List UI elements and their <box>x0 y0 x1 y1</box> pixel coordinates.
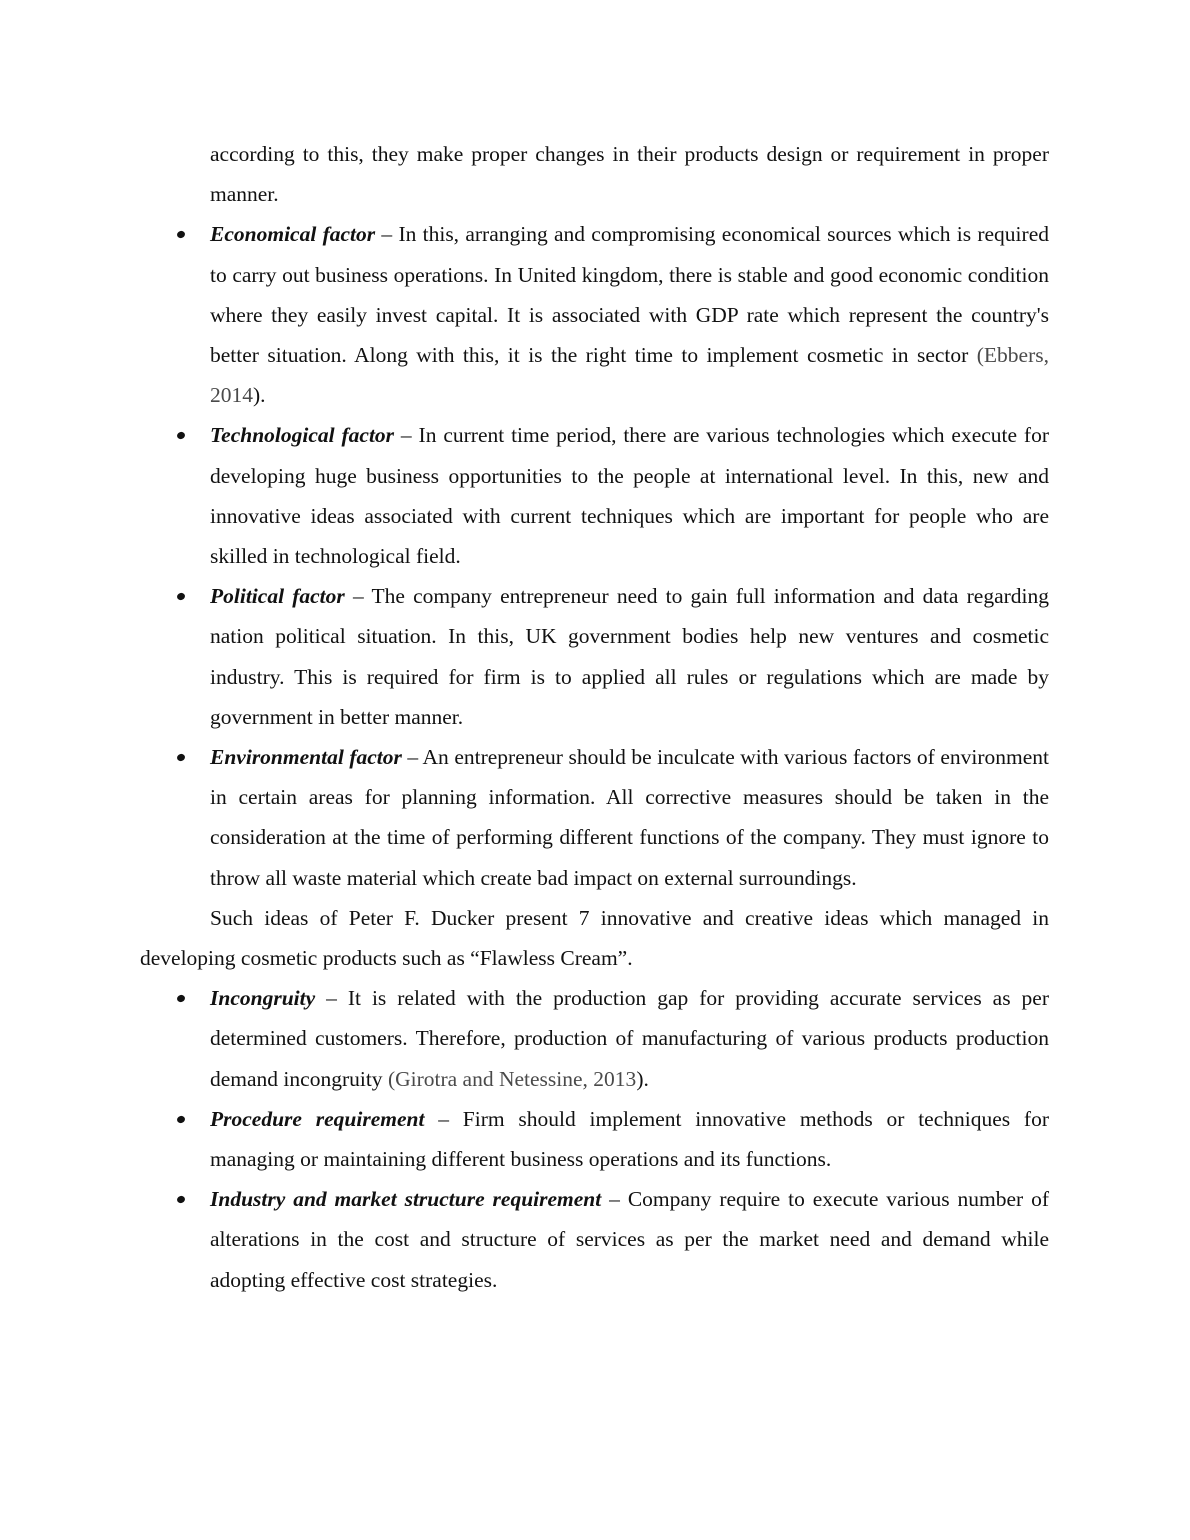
citation: (Ebbers, 2014 <box>210 343 1049 408</box>
term-label: Political factor <box>210 584 345 609</box>
item-text: It is related with the production gap for providing accurate services as per determined customers. Therefore, production of manufacturing of various products production demand incongruity <box>210 986 1050 1091</box>
citation-tail: ). <box>253 383 266 408</box>
document-body <box>140 134 1049 1300</box>
term-label: Environmental factor <box>210 745 402 770</box>
term-dash: – <box>401 745 423 770</box>
citation: (Girotra and Netessine, 2013 <box>387 1066 637 1091</box>
pest-factor-list <box>140 214 1049 897</box>
list-item-industry-market-structure <box>140 1179 1049 1300</box>
term-label: Incongruity <box>210 986 316 1011</box>
list-item-incongruity <box>140 978 1049 1099</box>
bullet-icon <box>176 1195 186 1204</box>
item-text: An entrepreneur should be inculcate with various factors of environment in certain areas for planning information. All corrective measures should be taken in the consideration at the time of performing different functions of the company. They must ignore to throw all waste material which create bad impact on external surroundings. <box>210 745 1049 890</box>
bullet-icon <box>176 753 186 762</box>
term-label: Procedure requirement <box>210 1106 425 1131</box>
bullet-icon <box>176 1115 186 1124</box>
item-text: The company entrepreneur need to gain full information and data regarding nation political situation. In this, UK government bodies help new ventures and cosmetic industry. This is required for firm is to applied all rules or regulations which are made by government in better manner. <box>210 584 1049 729</box>
bullet-icon <box>176 994 186 1003</box>
opening-continuation-paragraph: according to this, they make proper changes in their products design or requirement in proper manner. <box>210 142 1049 207</box>
term-dash: – <box>375 222 399 247</box>
term-dash: – <box>394 423 419 448</box>
bullet-icon <box>176 592 186 601</box>
list-item-technological-factor <box>140 415 1049 576</box>
item-text: Company require to execute various number of alterations in the cost and structure of services as per the market need and demand while adopting effective cost strategies. <box>210 1187 1050 1292</box>
citation-tail: ). <box>636 1066 649 1091</box>
item-text: Firm should implement innovative methods or techniques for managing or maintaining different business operations and its functions. <box>210 1106 1050 1172</box>
term-dash: – <box>315 986 348 1011</box>
bullet-icon <box>176 230 186 239</box>
innovation-source-list <box>140 978 1049 1300</box>
term-dash: – <box>344 584 372 609</box>
term-label: Technological factor <box>210 423 395 448</box>
term-dash: – <box>424 1106 463 1131</box>
term-label: Industry and market structure requirement <box>210 1187 602 1212</box>
bullet-icon <box>176 431 186 440</box>
list-item-political-factor <box>140 576 1049 737</box>
term-label: Economical factor <box>210 222 376 247</box>
list-item-procedure-requirement <box>140 1099 1049 1179</box>
list-item-economical-factor <box>140 214 1049 415</box>
item-text: In this, arranging and compromising economical sources which is required to carry out business operations. In United kingdom, there is stable and good economic condition where they easily invest capital. It is associated with GDP rate which represent the country's better situation. Along with this, it is the right time to implement cosmetic in sector <box>210 222 1049 368</box>
item-text: In current time period, there are various technologies which execute for developing huge business opportunities to the people at international level. In this, new and innovative ideas associated with current techniques which are important for people who are skilled in technological field. <box>210 423 1050 569</box>
list-item-environmental-factor <box>140 737 1049 898</box>
ducker-intro-paragraph: Such ideas of Peter F. Ducker present 7 innovative and creative ideas which managed in developing cosmetic products such as “Flawless Cream”. <box>140 905 1049 971</box>
term-dash: – <box>601 1187 628 1212</box>
